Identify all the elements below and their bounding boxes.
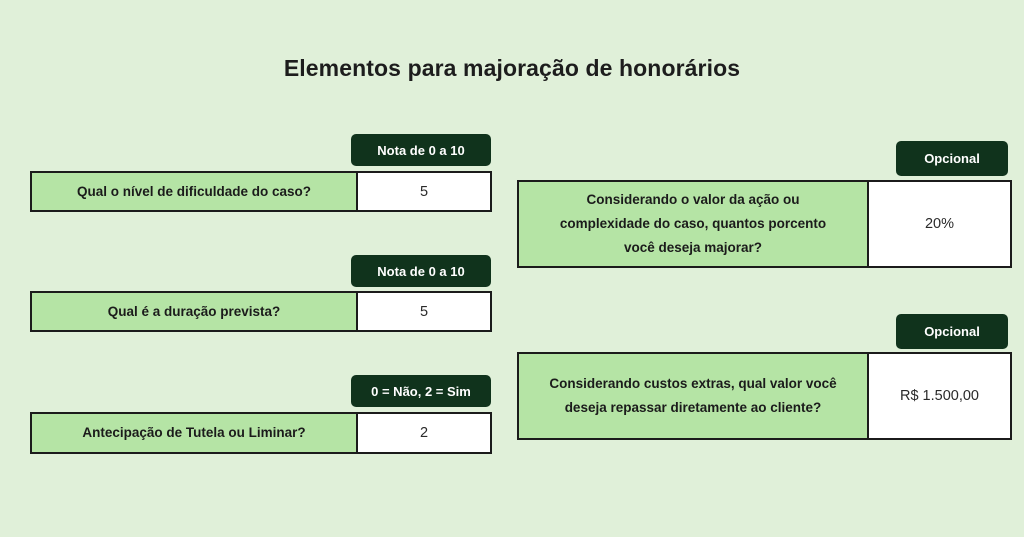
q3-hint-badge: 0 = Não, 2 = Sim — [351, 375, 491, 407]
q5-optional-badge: Opcional — [896, 314, 1008, 349]
difficulty-label: Qual o nível de dificuldade do caso? — [32, 173, 358, 210]
extra-costs-label — [519, 354, 869, 438]
markup-percent-row — [517, 180, 1012, 268]
markup-percent-input[interactable]: 20% — [869, 182, 1010, 266]
markup-percent-label-line-1: Considerando o valor da ação ou — [586, 192, 800, 207]
duration-input[interactable]: 5 — [358, 293, 490, 330]
extra-costs-label-line-2: deseja repassar diretamente ao cliente? — [564, 400, 822, 415]
extra-costs-input[interactable]: R$ 1.500,00 — [869, 354, 1010, 438]
markup-percent-label-line-3: você deseja majorar? — [623, 240, 763, 255]
duration-label: Qual é a duração prevista? — [32, 293, 358, 330]
extra-costs-row — [517, 352, 1012, 440]
markup-percent-label-line-2: complexidade do caso, quantos porcento — [559, 216, 827, 231]
extra-costs-label-line-1: Considerando custos extras, qual valor você — [549, 376, 837, 391]
injunction-row — [30, 412, 492, 454]
markup-percent-label — [519, 182, 869, 266]
q2-hint-badge: Nota de 0 a 10 — [351, 255, 491, 287]
injunction-label: Antecipação de Tutela ou Liminar? — [32, 414, 358, 452]
injunction-input[interactable]: 2 — [358, 414, 490, 452]
q4-optional-badge: Opcional — [896, 141, 1008, 176]
difficulty-input[interactable]: 5 — [358, 173, 490, 210]
page-title: Elementos para majoração de honorários — [283, 55, 741, 81]
duration-row — [30, 291, 492, 332]
q1-hint-badge: Nota de 0 a 10 — [351, 134, 491, 166]
difficulty-row — [30, 171, 492, 212]
